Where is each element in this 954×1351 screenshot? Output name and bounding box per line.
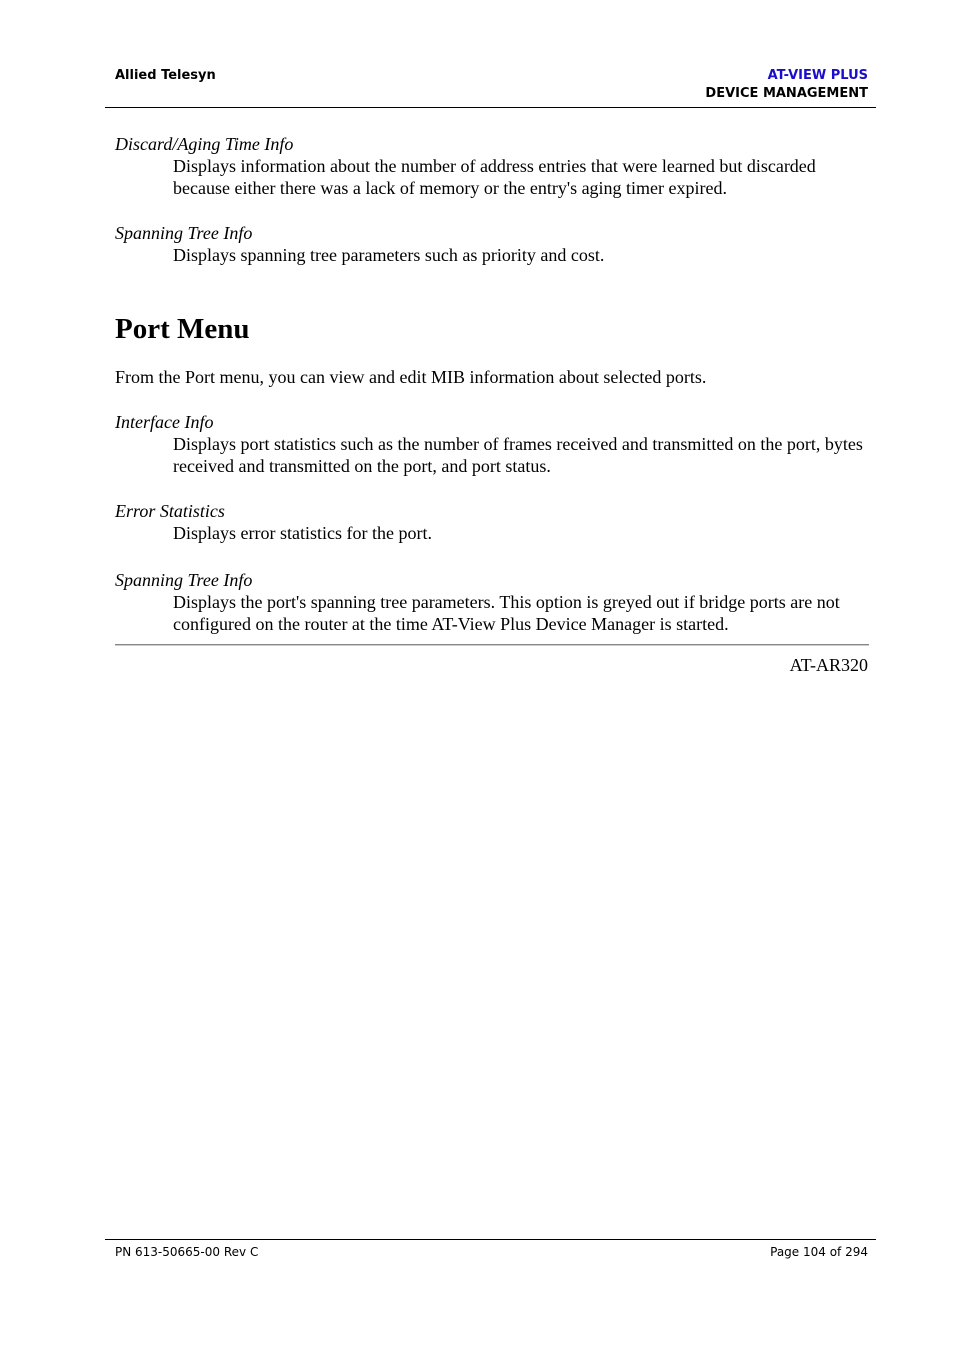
- entry-term: Spanning Tree Info: [115, 570, 253, 590]
- entry-description: Displays the port's spanning tree parameters. This option is greyed out if bridge ports are not configured on the router at the time AT-View Plus Device Manager is started.: [173, 592, 840, 634]
- section-name: DEVICE MANAGEMENT: [705, 86, 868, 101]
- company-name: Allied Telesyn: [115, 68, 216, 83]
- entry-error-statistics: [115, 500, 870, 544]
- product-name: AT-VIEW PLUS: [767, 68, 868, 83]
- section-heading: Port Menu: [115, 313, 250, 345]
- entry-interface-info: [115, 411, 870, 477]
- entry-spanning-tree: [115, 222, 870, 266]
- entry-description: Displays port statistics such as the number of frames received and transmitted on the port, bytes received and transmitted on the port, and port status.: [173, 434, 863, 476]
- entry-term: Interface Info: [115, 412, 214, 432]
- entry-description: Displays spanning tree parameters such as priority and cost.: [173, 245, 605, 265]
- page-header: [105, 66, 876, 108]
- entry-term: Error Statistics: [115, 501, 225, 521]
- divider: [115, 644, 869, 646]
- entry-port-spanning-tree: [115, 569, 870, 635]
- page-footer: [105, 1239, 876, 1259]
- entry-term: Discard/Aging Time Info: [115, 134, 294, 154]
- entry-description: Displays error statistics for the port.: [173, 523, 432, 543]
- entry-term: Spanning Tree Info: [115, 223, 253, 243]
- entry-discard-aging: [115, 133, 870, 199]
- entry-description: Displays information about the number of address entries that were learned but discarded because either there was a lack of memory or the entry's aging timer expired.: [173, 156, 816, 198]
- part-number: PN 613-50665-00 Rev C: [115, 1245, 259, 1259]
- page-number: Page 104 of 294: [770, 1245, 868, 1259]
- entries-top: [115, 133, 870, 289]
- section-intro: From the Port menu, you can view and edit MIB information about selected ports.: [115, 367, 707, 387]
- model-name: AT-AR320: [789, 655, 868, 675]
- entries-port-menu: [115, 411, 870, 658]
